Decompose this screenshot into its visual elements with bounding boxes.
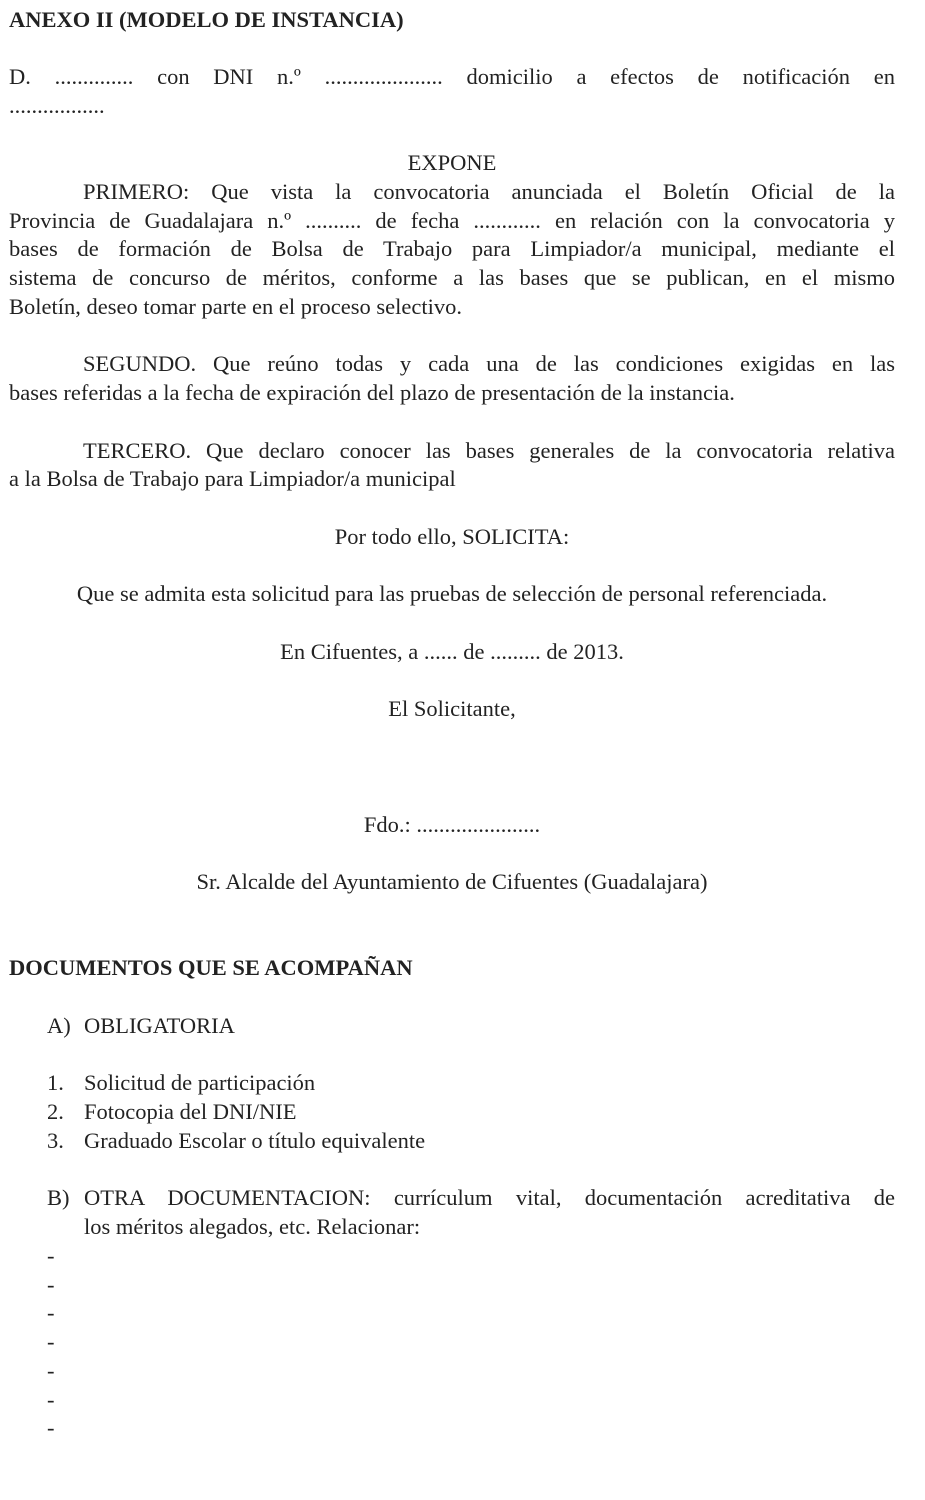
blank-dash: - (47, 1415, 55, 1440)
item-number: 3. (47, 1128, 64, 1153)
intro-line-2: ................. (9, 93, 105, 118)
annex-title: ANEXO II (MODELO DE INSTANCIA) (9, 7, 404, 32)
section-b-line-2: los méritos alegados, etc. Relacionar: (84, 1214, 421, 1239)
item-number: 2. (47, 1099, 64, 1124)
documents-heading: DOCUMENTOS QUE SE ACOMPAÑAN (9, 955, 413, 980)
place-date: En Cifuentes, a ...... de ......... de 2013. (280, 639, 624, 664)
primero-line-1: PRIMERO: Que vista la convocatoria anunciada el Boletín Oficial de la (83, 179, 895, 204)
tercero-line-1: TERCERO. Que declaro conocer las bases generales de la convocatoria relativa (83, 438, 895, 463)
blank-dash: - (47, 1243, 55, 1268)
blank-dash: - (47, 1387, 55, 1412)
solicita-heading: Por todo ello, SOLICITA: (334, 524, 570, 549)
segundo-line-1: SEGUNDO. Que reúno todas y cada una de las condiciones exigidas en las (83, 351, 895, 376)
primero-line-5: Boletín, deseo tomar parte en el proceso selectivo. (9, 294, 462, 319)
signature-line: Fdo.: ...................... (363, 812, 541, 837)
expone-heading: EXPONE (407, 150, 497, 175)
blank-dash: - (47, 1272, 55, 1297)
blank-dash: - (47, 1358, 55, 1383)
section-a-label: A) (47, 1013, 71, 1038)
item-text: Solicitud de participación (84, 1070, 316, 1095)
blank-dash: - (47, 1300, 55, 1325)
solicita-text: Que se admita esta solicitud para las pruebas de selección de personal referenciada. (76, 581, 828, 606)
item-number: 1. (47, 1070, 64, 1095)
document-page (9, 0, 895, 1500)
solicitante-label: El Solicitante, (388, 696, 516, 721)
addressee: Sr. Alcalde del Ayuntamiento de Cifuentes (Guadalajara) (196, 869, 708, 894)
primero-line-3: bases de formación de Bolsa de Trabajo para Limpiador/a municipal, mediante el (9, 236, 895, 261)
section-b-line-1: OTRA DOCUMENTACION: currículum vital, documentación acreditativa de (84, 1185, 895, 1210)
tercero-line-2: a la Bolsa de Trabajo para Limpiador/a municipal (9, 466, 456, 491)
segundo-line-2: bases referidas a la fecha de expiración del plazo de presentación de la instancia. (9, 380, 735, 405)
intro-line-1: D. .............. con DNI n.º ..................... domicilio a efectos de notificación en (9, 64, 895, 89)
blank-dash: - (47, 1329, 55, 1354)
primero-line-4: sistema de concurso de méritos, conforme a las bases que se publican, en el mismo (9, 265, 895, 290)
section-a-title: OBLIGATORIA (84, 1013, 235, 1038)
item-text: Fotocopia del DNI/NIE (84, 1099, 297, 1124)
primero-line-2: Provincia de Guadalajara n.º .......... de fecha ............ en relación con la convocatoria y (9, 208, 895, 233)
item-text: Graduado Escolar o título equivalente (84, 1128, 426, 1153)
section-b-label: B) (47, 1185, 70, 1210)
